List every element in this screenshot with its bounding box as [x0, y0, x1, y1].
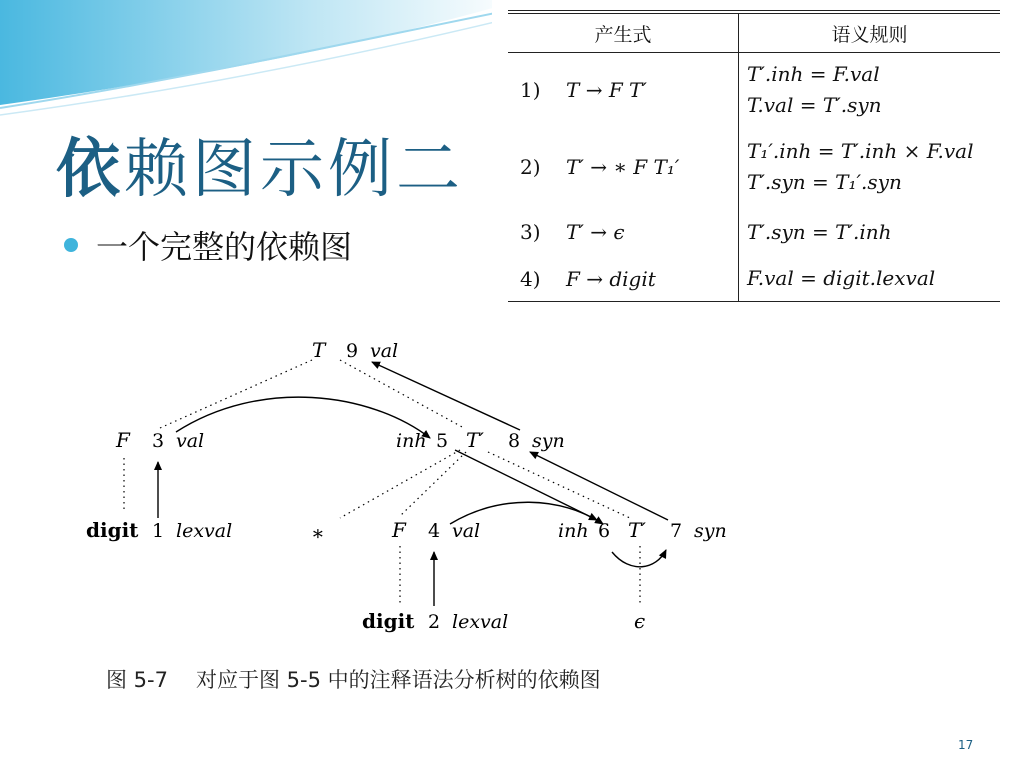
node-T-symbol: T: [312, 338, 326, 362]
production-header: 产生式: [508, 12, 739, 53]
dep-arrow-7-to-8: [530, 452, 668, 520]
node-digit1-number: 1: [152, 520, 165, 542]
production-cell: F → digit: [558, 257, 739, 301]
node-star-symbol: ∗: [311, 521, 325, 545]
dependency-arrows: [158, 362, 668, 606]
node-digit1-symbol: digit: [86, 518, 139, 542]
row-number: 3): [520, 220, 541, 244]
row-number: 1): [520, 78, 541, 102]
node-F2-number: 4: [428, 520, 441, 542]
node-Tp-number: 8: [508, 430, 521, 452]
tree-edge: [160, 360, 312, 428]
node-Tp-attr: syn: [532, 430, 565, 452]
node-digit2-attr: lexval: [452, 611, 509, 633]
node-eps-symbol: ϵ: [634, 609, 646, 633]
tree-edge: [340, 450, 460, 518]
rule-line: F.val = digit.lexval: [747, 266, 936, 291]
tree-edge: [340, 360, 464, 428]
figure-caption-number: 图 5-7: [106, 668, 168, 692]
node-F1-number: 3: [152, 430, 165, 452]
row-number: 2): [520, 155, 541, 179]
node-T1p-attr: syn: [694, 520, 727, 542]
node-T1p-inh-label: inh: [558, 520, 589, 542]
rule-line: T′.syn = T₁′.syn: [747, 170, 902, 194]
rule-line: T′.syn = T′.inh: [747, 219, 892, 244]
bullet-text: 一个完整的依赖图: [96, 228, 353, 266]
node-Tp-inh-label: inh: [396, 430, 427, 452]
node-T-attr: val: [370, 340, 399, 362]
production-cell: T′ → ϵ: [558, 207, 739, 257]
rule-line: T.val = T′.syn: [747, 93, 882, 117]
dep-arrow-5-to-6: [455, 450, 597, 520]
node-T-number: 9: [346, 340, 359, 362]
dep-arrow-3-to-5: [176, 397, 430, 438]
node-digit2-symbol: digit: [362, 609, 415, 633]
node-F1-attr: val: [176, 430, 205, 452]
node-digit2-number: 2: [428, 611, 441, 633]
node-digit1-attr: lexval: [176, 520, 233, 542]
slide-title-first-char: 依: [56, 133, 124, 207]
dep-arrow-8-to-9: [372, 362, 520, 430]
node-T1p-inh-number: 6: [598, 520, 611, 542]
row-number: 4): [508, 257, 558, 301]
node-T1p-number: 7: [670, 520, 683, 542]
figure-caption-text: 对应于图 5-5 中的注释语法分析树的依赖图: [195, 668, 601, 692]
tree-edge: [488, 452, 630, 518]
node-T1p-symbol: T′: [628, 518, 646, 542]
dep-arrow-6-to-7: [612, 550, 666, 567]
node-Tp-inh-number: 5: [436, 430, 449, 452]
semantic-rule-header: 语义规则: [739, 12, 1001, 53]
node-F2-attr: val: [452, 520, 481, 542]
parse-tree-edges: [124, 360, 640, 606]
node-F2-symbol: F: [392, 518, 406, 542]
production-cell: T → F T′: [558, 53, 739, 128]
rule-line: T₁′.inh = T′.inh × F.val: [747, 139, 974, 163]
figure-caption: [106, 664, 601, 694]
slide-title-rest: 赖图示例二: [124, 133, 464, 207]
page-number: 17: [958, 738, 974, 752]
node-Tp-symbol: T′: [466, 428, 484, 452]
tree-edge: [400, 452, 466, 516]
node-F1-symbol: F: [116, 428, 130, 452]
production-cell: T′ → ∗ F T₁′: [558, 127, 739, 207]
rule-line: T′.inh = F.val: [747, 62, 880, 86]
